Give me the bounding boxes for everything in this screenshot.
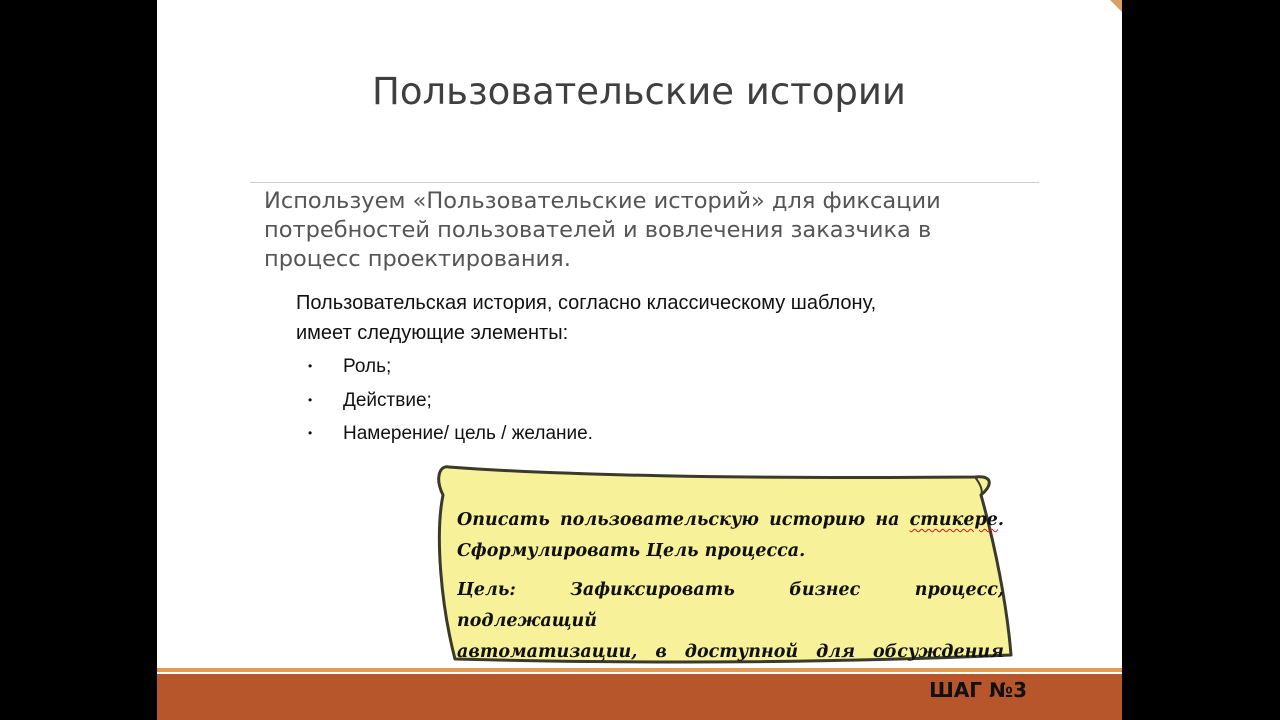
bullet-icon: • bbox=[308, 426, 313, 440]
list-item bbox=[308, 384, 593, 418]
slide-title: Пользовательские истории bbox=[372, 70, 906, 113]
note-line1-text: Описать пользовательскую историю на bbox=[457, 510, 910, 530]
footer-accent-line bbox=[157, 668, 1122, 672]
bullet-icon: • bbox=[308, 392, 313, 407]
slide bbox=[157, 0, 1122, 720]
note-line4: автоматизации, в доступной для обсуждения bbox=[457, 642, 1004, 662]
note-line1 bbox=[457, 505, 1004, 536]
template-description bbox=[296, 288, 1016, 348]
corner-accent bbox=[1110, 0, 1122, 12]
list-item bbox=[308, 350, 593, 384]
note-line2: Сформулировать Цель процесса. bbox=[457, 541, 806, 561]
list-item-text: Роль; bbox=[343, 356, 392, 377]
elements-list bbox=[308, 350, 593, 451]
note-line1-highlight: стикере bbox=[909, 510, 998, 530]
note-line1-end: . bbox=[997, 510, 1004, 530]
list-item-text: Намерение/ цель / желание. bbox=[343, 423, 593, 444]
step-label: ШАГ №3 bbox=[929, 678, 1027, 702]
bullet-icon: • bbox=[308, 359, 313, 373]
intro-paragraph: Используем «Пользовательские историй» для фиксации потребностей пользователей и вовлечения заказчика в процесс проектирования. bbox=[264, 188, 941, 272]
template-description-line2: имеет следующие элементы: bbox=[296, 322, 569, 344]
list-item-text: Действие; bbox=[343, 389, 432, 411]
title-divider bbox=[250, 182, 1039, 183]
list-item bbox=[308, 417, 593, 451]
note-line3: Цель: Зафиксировать бизнес процесс, подлежащий bbox=[457, 580, 1004, 631]
template-description-line1: Пользовательская история, согласно классическому шаблону, bbox=[296, 292, 877, 314]
